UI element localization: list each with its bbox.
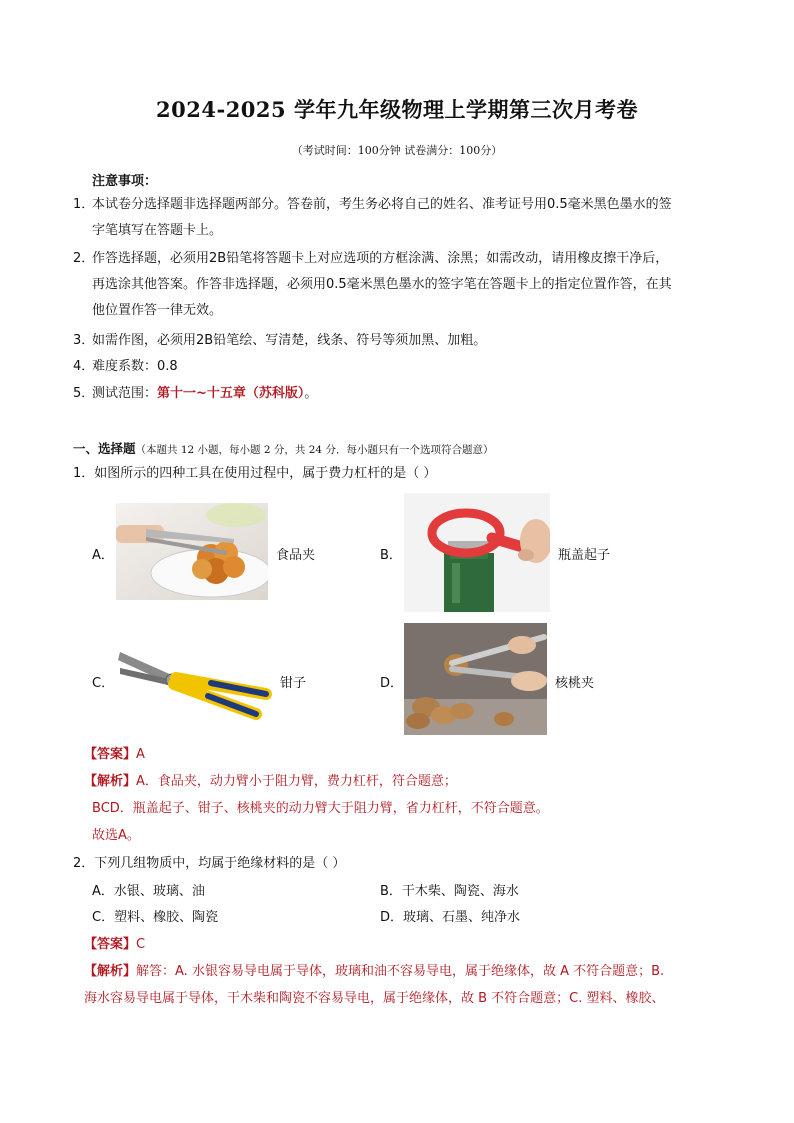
q1-option-a-name: 食品夹	[276, 548, 316, 563]
page-title: 2024-2025 学年九年级物理上学期第三次月考卷	[156, 97, 638, 122]
q1-option-c-letter: C．	[92, 676, 115, 691]
pliers-image	[116, 646, 272, 722]
q2-option-b-letter: B．	[380, 884, 402, 899]
q1-stem: 1．如图所示的四种工具在使用过程中，属于费力杠杆的是（ ）	[73, 466, 437, 481]
q1-option-b-name: 瓶盖起子	[558, 548, 611, 563]
notice-5-line	[92, 381, 317, 407]
notice-2-line3: 他位置作答一律无效。	[92, 303, 223, 318]
q2-option-a-text: 水银、玻璃、油	[113, 884, 205, 899]
q2-answer-label: 【答案】	[84, 937, 137, 952]
section-1-title: 一、选择题	[73, 441, 136, 456]
notice-5-suffix: 。	[304, 386, 318, 401]
food-tongs-image	[116, 503, 268, 600]
q2-option-d	[380, 905, 520, 931]
q1-analysis-line3: 故选A。	[92, 828, 140, 843]
notice-4-line1: 难度系数：0.8	[92, 359, 178, 374]
q1-answer-label: 【答案】	[84, 747, 137, 762]
notice-1-line1: 本试卷分选择题非选择题两部分。答卷前，考生务必将自己的姓名、准考证号用0.5毫米黑色墨水的签	[92, 197, 672, 212]
section-1-header	[73, 438, 493, 457]
bottle-opener-image	[404, 493, 550, 612]
q1-option-c-name: 钳子	[280, 676, 307, 691]
q2-answer-value: C	[136, 937, 146, 952]
q2-option-c	[92, 905, 218, 931]
nutcracker-image	[404, 623, 547, 735]
notice-2-line1: 作答选择题，必须用2B铅笔将答题卡上对应选项的方框涂满、涂黑；如需改动，请用橡皮擦干净后，	[92, 251, 669, 266]
q1-option-a-letter: A．	[92, 548, 114, 563]
q2-option-c-text: 塑料、橡胶、陶瓷	[114, 910, 219, 925]
q2-analysis-line2: 海水容易导电属于导体，干木柴和陶瓷不容易导电，属于绝缘体，故 B 不符合题意；C. 塑料、橡胶、	[84, 991, 665, 1006]
q2-option-d-text: 玻璃、石墨、纯净水	[403, 910, 521, 925]
notice-heading: 注意事项：	[92, 174, 158, 189]
q2-option-c-letter: C．	[92, 910, 115, 925]
q2-option-d-letter: D．	[380, 910, 404, 925]
notice-4-num: 4．	[73, 359, 95, 374]
q1-analysis-label: 【解析】	[84, 774, 137, 789]
notice-1-num: 1．	[73, 197, 95, 212]
q2-option-b-text: 干木柴、陶瓷、海水	[401, 884, 519, 899]
q2-analysis-text1: 解答：A. 水银容易导电属于导体，玻璃和油不容易导电，属于绝缘体，故 A 不符合题意；B.	[136, 964, 665, 979]
q2-answer-line	[84, 932, 145, 958]
q1-answer-value: A	[136, 747, 145, 762]
q2-option-a-letter: A．	[92, 884, 114, 899]
q2-option-b	[380, 879, 519, 905]
notice-1-line2: 字笔填写在答题卡上。	[92, 223, 223, 238]
exam-subtitle: （考试时间：100分钟 试卷满分：100分）	[291, 144, 503, 157]
q2-option-a	[92, 879, 205, 905]
notice-5-num: 5．	[73, 386, 95, 401]
q1-analysis-line1	[84, 769, 457, 795]
notice-5-prefix: 测试范围：	[92, 386, 158, 401]
notice-2-num: 2．	[73, 251, 95, 266]
q2-stem: 2．下列几组物质中，均属于绝缘材料的是（ ）	[73, 856, 346, 871]
q2-analysis-label: 【解析】	[84, 964, 137, 979]
test-range-highlight: 第十一~十五章（苏科版）	[157, 386, 305, 401]
q1-option-b-letter: B．	[380, 548, 402, 563]
notice-3-num: 3．	[73, 333, 95, 348]
q1-option-d-letter: D．	[380, 676, 404, 691]
q2-analysis-line1	[84, 959, 664, 985]
q1-analysis-line2: BCD．瓶盖起子、钳子、核桃夹的动力臂大于阻力臂，省力杠杆，不符合题意。	[92, 801, 549, 816]
notice-3-line1: 如需作图，必须用2B铅笔绘、写清楚，线条、符号等须加黑、加粗。	[92, 333, 487, 348]
q1-analysis-text1: A．食品夹，动力臂小于阻力臂，费力杠杆，符合题意；	[136, 774, 457, 789]
notice-2-line2: 再选涂其他答案。作答非选择题，必须用0.5毫米黑色墨水的签字笔在答题卡上的指定位置作答，在其	[92, 277, 672, 292]
q1-option-d-name: 核桃夹	[555, 676, 595, 691]
section-1-desc: （本题共 12 小题，每小题 2 分，共 24 分．每小题只有一个选项符合题意）	[135, 444, 494, 456]
q1-answer-line	[84, 742, 145, 768]
